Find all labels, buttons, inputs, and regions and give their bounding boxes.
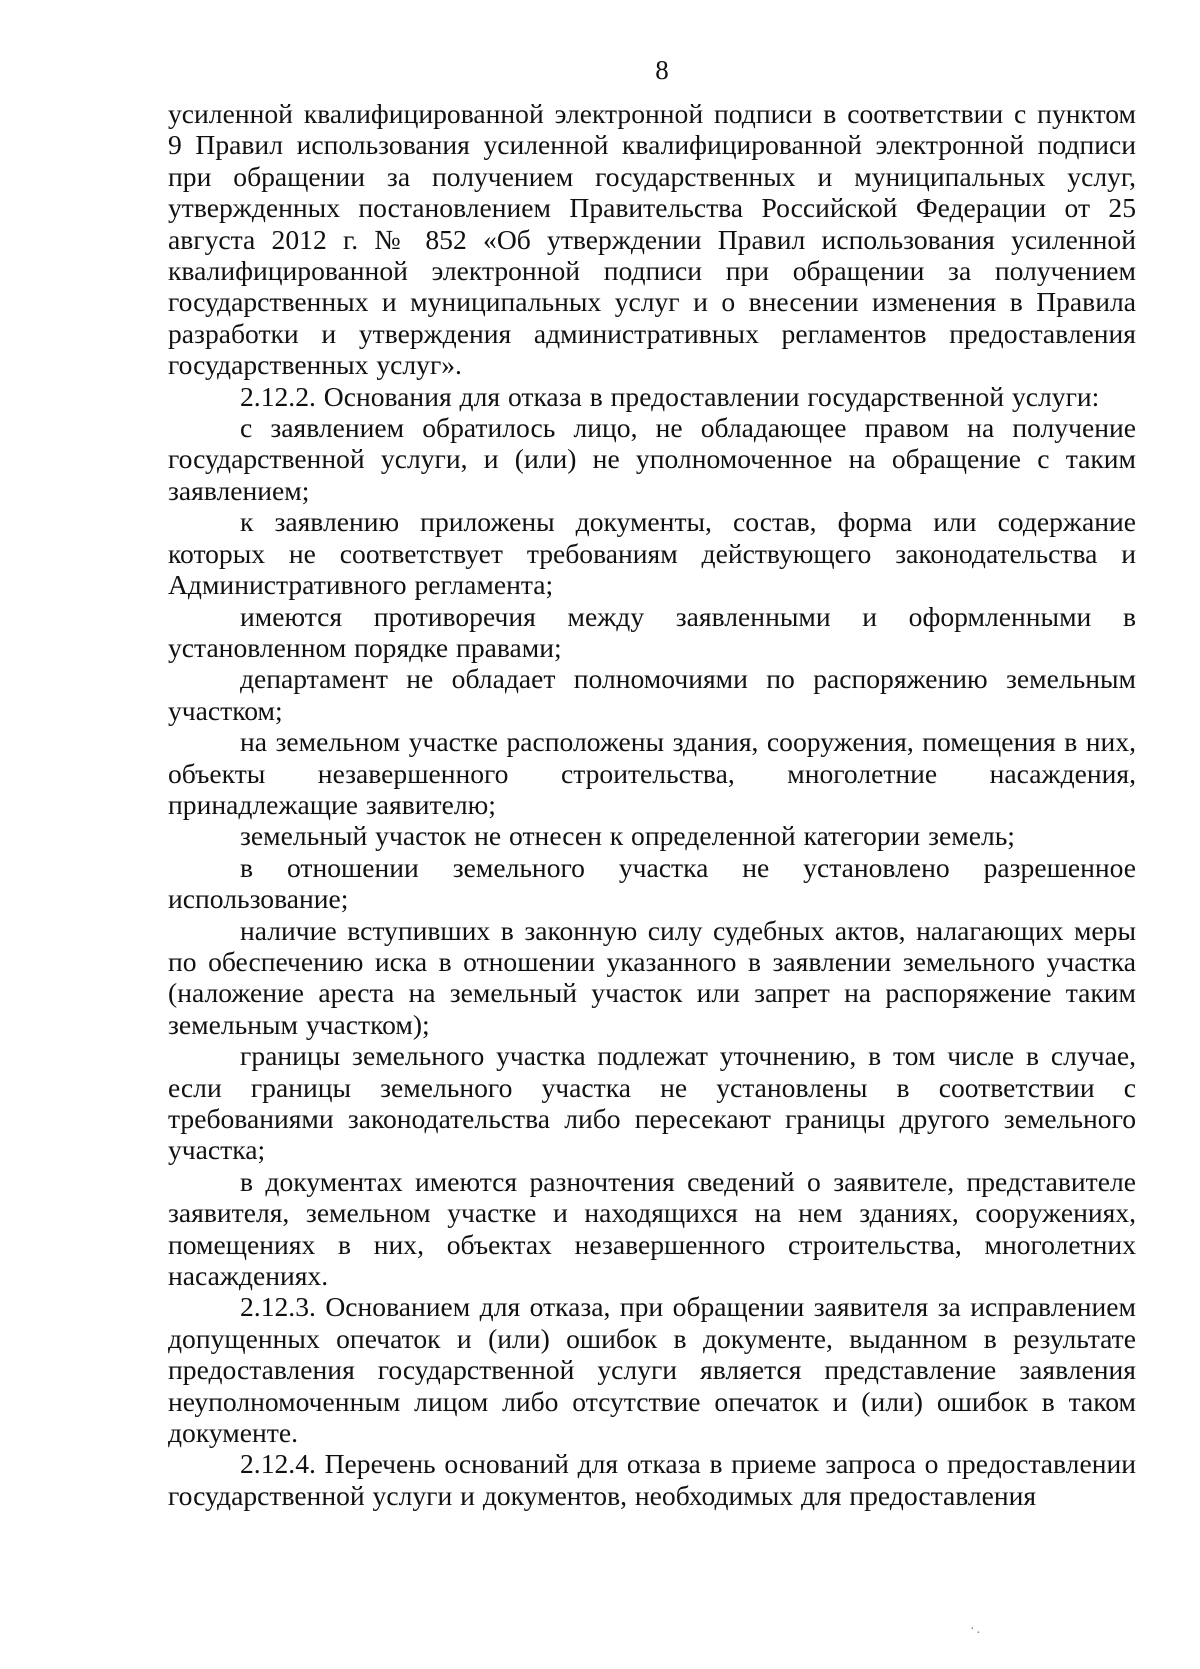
paragraph: на земельном участке расположены здания, сооружения, помещения в них, объекты незавершенного строительства, многолетние насаждения, принадлежащие заявителю;: [168, 726, 1136, 820]
paragraph: 2.12.3. Основанием для отказа, при обращении заявителя за исправлением допущенных опечаток и (или) ошибок в документе, выданном в результате предоставления государственной услуги является представление заявления неуполномоченным лицом либо отсутствие опечаток и (или) ошибок в таком документе.: [168, 1291, 1136, 1449]
paragraph: имеются противоречия между заявленными и оформленными в установленном порядке правами;: [168, 600, 1136, 663]
paragraph: к заявлению приложены документы, состав, форма или содержание которых не соответствует требованиям действующего законодательства и Административного регламента;: [168, 506, 1136, 601]
page-number: 8: [655, 55, 669, 85]
paragraph: 2.12.2. Основания для отказа в предоставлении государственной услуги:: [240, 380, 1100, 412]
paragraph: в отношении земельного участка не установлено разрешенное использование;: [168, 851, 1136, 915]
document-page: [168, 52, 1136, 1511]
paragraph: наличие вступивших в законную силу судебных актов, налагающих меры по обеспечению иска в отношении указанного в заявлении земельного участка (наложение ареста на земельный участок или запрет на распоряжение таким земельным участком);: [168, 914, 1136, 1040]
paragraph: усиленной квалифицированной электронной подписи в соответствии с пунктом 9 Правил использования усиленной квалифицированной электронной подписи при обращении за получением государственных и муниципальных услуг, утвержденных постановлением Правительства Российской Федерации от 25 августа 2012 г. № 852 «Об утверждении Правил использования усиленной квалифицированной электронной подписи при обращении за получением государственных и муниципальных услуг и о внесении изменения в Правила разработки и утверждения административных регламентов предоставления государственных услуг».: [168, 98, 1136, 381]
scan-speck: ·.: [970, 1622, 983, 1637]
paragraph: 2.12.4. Перечень оснований для отказа в приеме запроса о предоставлении государственной услуги и документов, необходимых для предоставления: [168, 1448, 1136, 1511]
paragraph: границы земельного участка подлежат уточнению, в том числе в случае, если границы земельного участка не установлены в соответствии с требованиями законодательства либо пересекают границы другого земельного участка;: [168, 1040, 1136, 1166]
paragraph: в документах имеются разночтения сведений о заявителе, представителе заявителя, земельном участке и находящихся на нем зданиях, сооружениях, помещениях в них, объектах незавершенного строительства, многолетних насаждениях.: [168, 1165, 1136, 1292]
paragraph: департамент не обладает полномочиями по распоряжению земельным участком;: [168, 663, 1136, 726]
paragraph: с заявлением обратилось лицо, не обладающее правом на получение государственной услуги, и (или) не уполномоченное на обращение с таким заявлением;: [168, 412, 1136, 506]
paragraph: земельный участок не отнесен к определенной категории земель;: [240, 820, 1015, 852]
